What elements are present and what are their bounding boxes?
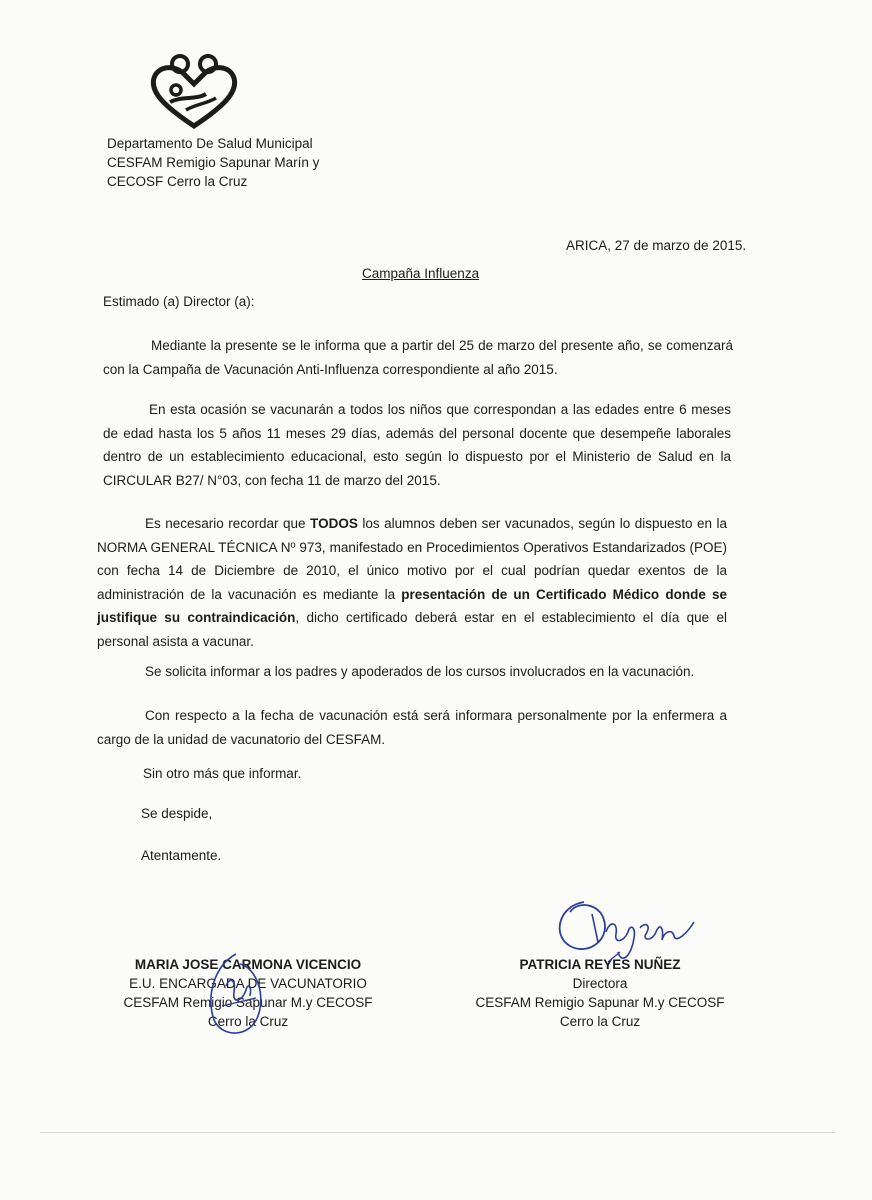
emphasis-medical-certificate: presentación de un Certificado Médico donde se justifique su contraindicación — [97, 586, 728, 625]
closing-line: Se despide, — [141, 806, 213, 821]
paragraph-vaccination-date: Con respecto a la fecha de vacunación está será informara personalmente por la enfermera a cargo de la unidad de vacunatorio del CESFAM. — [97, 708, 727, 747]
paragraph-text: los alumnos deben ser vacunados, según lo dispuesto en la NORMA GENERAL TÉCNICA Nº 973, manifestado en Procedimientos Operativos Estandarizados (POE) con fecha 14 de Diciembre de 2010, el único motivo por el cual podrían quedar exentos de la administración de la vacunación es mediante la — [97, 516, 727, 602]
closing-line: Sin otro más que informar. — [143, 766, 302, 781]
signatory-place: Cerro la Cruz — [207, 1014, 289, 1029]
salutation: Estimado (a) Director (a): — [103, 294, 255, 309]
family-heart-logo-icon — [146, 52, 242, 130]
letter-subject: Campaña Influenza — [362, 266, 480, 281]
letter-date: ARICA, 27 de marzo de 2015. — [566, 238, 747, 253]
closing-line: Atentamente. — [141, 848, 222, 863]
page-bottom-edge — [40, 1132, 835, 1133]
paragraph-text: , dicho certificado deberá estar en el establecimiento el día que el personal asista a vacunar. — [97, 610, 727, 649]
handwritten-signature-right-icon — [548, 892, 698, 978]
signatory-name: PATRICIA REYES NUÑEZ — [519, 957, 681, 972]
paragraph-target-population: En esta ocasión se vacunarán a todos los niños que correspondan a las edades entre 6 meses de edad hasta los 5 años 11 meses 29 días, además del personal docente que desempeñe laborales dentro de un establecimiento educacional, esto según lo dispuesto por el Ministerio de Salud en la CIRCULAR B27/ N°03, con fecha 11 de marzo del 2015. — [103, 402, 731, 488]
paragraph-mandatory-vaccination — [97, 512, 727, 653]
paragraph-inform-parents: Se solicita informar a los padres y apoderados de los cursos involucrados en la vacunación. — [145, 664, 695, 679]
signatory-org: CESFAM Remigio Sapunar M.y CECOSF — [123, 995, 373, 1010]
signatory-org: CESFAM Remigio Sapunar M.y CECOSF — [475, 995, 725, 1010]
signatory-place: Cerro la Cruz — [559, 1014, 641, 1029]
signatory-name: MARIA JOSE CARMONA VICENCIO — [134, 957, 362, 972]
signatory-role: Directora — [572, 976, 628, 991]
signatory-role: E.U. ENCARGADA DE VACUNATORIO — [129, 976, 367, 991]
handwritten-signature-left-icon — [196, 946, 274, 1042]
letterhead — [107, 134, 319, 191]
letterhead-line: Departamento De Salud Municipal — [107, 136, 313, 151]
letterhead-line: CECOSF Cerro la Cruz — [107, 174, 248, 189]
letterhead-line: CESFAM Remigio Sapunar Marín y — [107, 155, 320, 170]
paragraph-campaign-start: Mediante la presente se le informa que a partir del 25 de marzo del presente año, se comenzará con la Campaña de Vacunación Anti-Influenza correspondiente al año 2015. — [103, 338, 733, 377]
emphasis-todos: TODOS — [310, 516, 358, 531]
paragraph-text: Es necesario recordar que — [145, 516, 311, 531]
